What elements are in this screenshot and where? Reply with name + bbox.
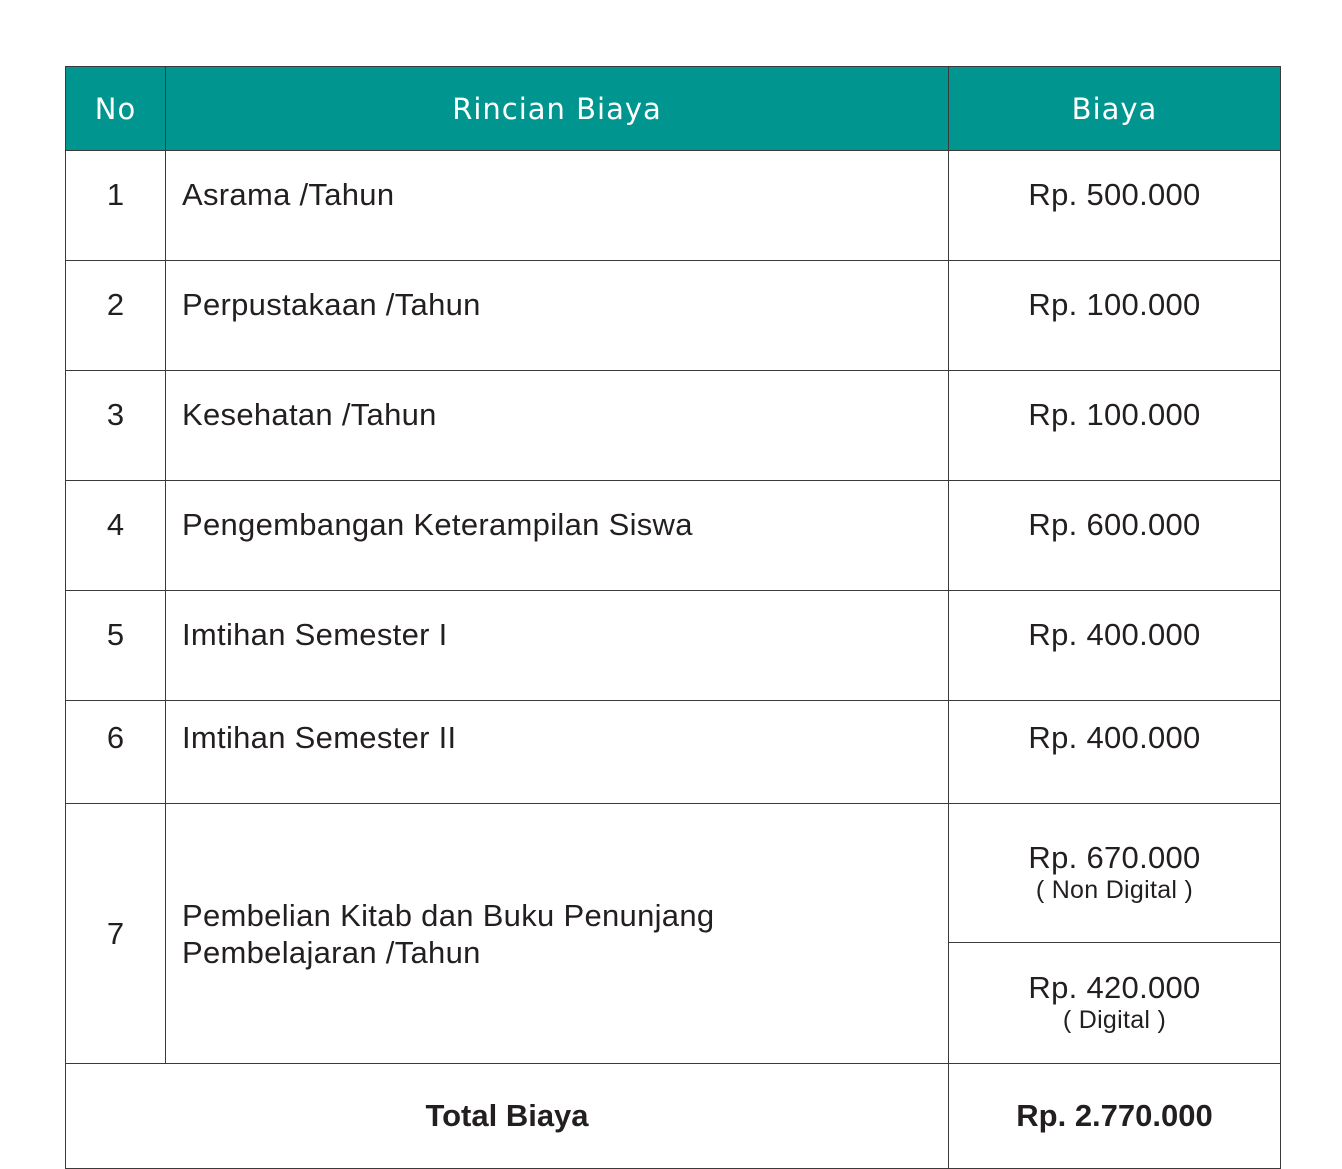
- book-description-line1: Pembelian Kitab dan Buku Penunjang: [182, 897, 715, 933]
- book-description-line2: Pembelajaran /Tahun: [182, 934, 481, 970]
- row-number: 4: [66, 481, 166, 591]
- table-row: [66, 151, 1281, 261]
- table-row: [66, 261, 1281, 371]
- book-row-description: [166, 804, 949, 1064]
- book-option-note: ( Digital ): [1062, 1006, 1167, 1034]
- row-description: Perpustakaan /Tahun: [166, 261, 949, 371]
- row-description: Imtihan Semester II: [166, 701, 949, 804]
- row-description: Kesehatan /Tahun: [166, 371, 949, 481]
- row-cost: Rp. 400.000: [949, 591, 1281, 701]
- row-number: 5: [66, 591, 166, 701]
- book-row-number: 7: [66, 804, 166, 1064]
- table-header: [66, 67, 1281, 151]
- table-row: [66, 591, 1281, 701]
- table-row: [66, 481, 1281, 591]
- header-cost: Biaya: [949, 67, 1281, 151]
- row-number: 1: [66, 151, 166, 261]
- book-option-cost: Rp. 420.000: [1028, 970, 1201, 1005]
- row-cost: Rp. 100.000: [949, 261, 1281, 371]
- table-row: [66, 371, 1281, 481]
- total-cost: Rp. 2.770.000: [949, 1064, 1281, 1169]
- book-option-cost: Rp. 670.000: [1028, 840, 1201, 875]
- row-cost: Rp. 400.000: [949, 701, 1281, 804]
- book-option-non-digital: [949, 804, 1281, 943]
- row-cost: Rp. 600.000: [949, 481, 1281, 591]
- row-number: 6: [66, 701, 166, 804]
- row-cost: Rp. 100.000: [949, 371, 1281, 481]
- book-option-digital: [949, 943, 1281, 1064]
- row-description: Imtihan Semester I: [166, 591, 949, 701]
- row-description: Asrama /Tahun: [166, 151, 949, 261]
- row-number: 3: [66, 371, 166, 481]
- header-no: No: [66, 67, 166, 151]
- row-number: 2: [66, 261, 166, 371]
- table-body: [66, 151, 1281, 1169]
- fee-table: [65, 66, 1281, 1169]
- row-cost: Rp. 500.000: [949, 151, 1281, 261]
- row-description: Pengembangan Keterampilan Siswa: [166, 481, 949, 591]
- total-row: [66, 1064, 1281, 1169]
- book-option-note: ( Non Digital ): [1035, 876, 1194, 904]
- book-row: [66, 804, 1281, 943]
- table-row: [66, 701, 1281, 804]
- total-label: Total Biaya: [66, 1064, 949, 1169]
- header-description: Rincian Biaya: [166, 67, 949, 151]
